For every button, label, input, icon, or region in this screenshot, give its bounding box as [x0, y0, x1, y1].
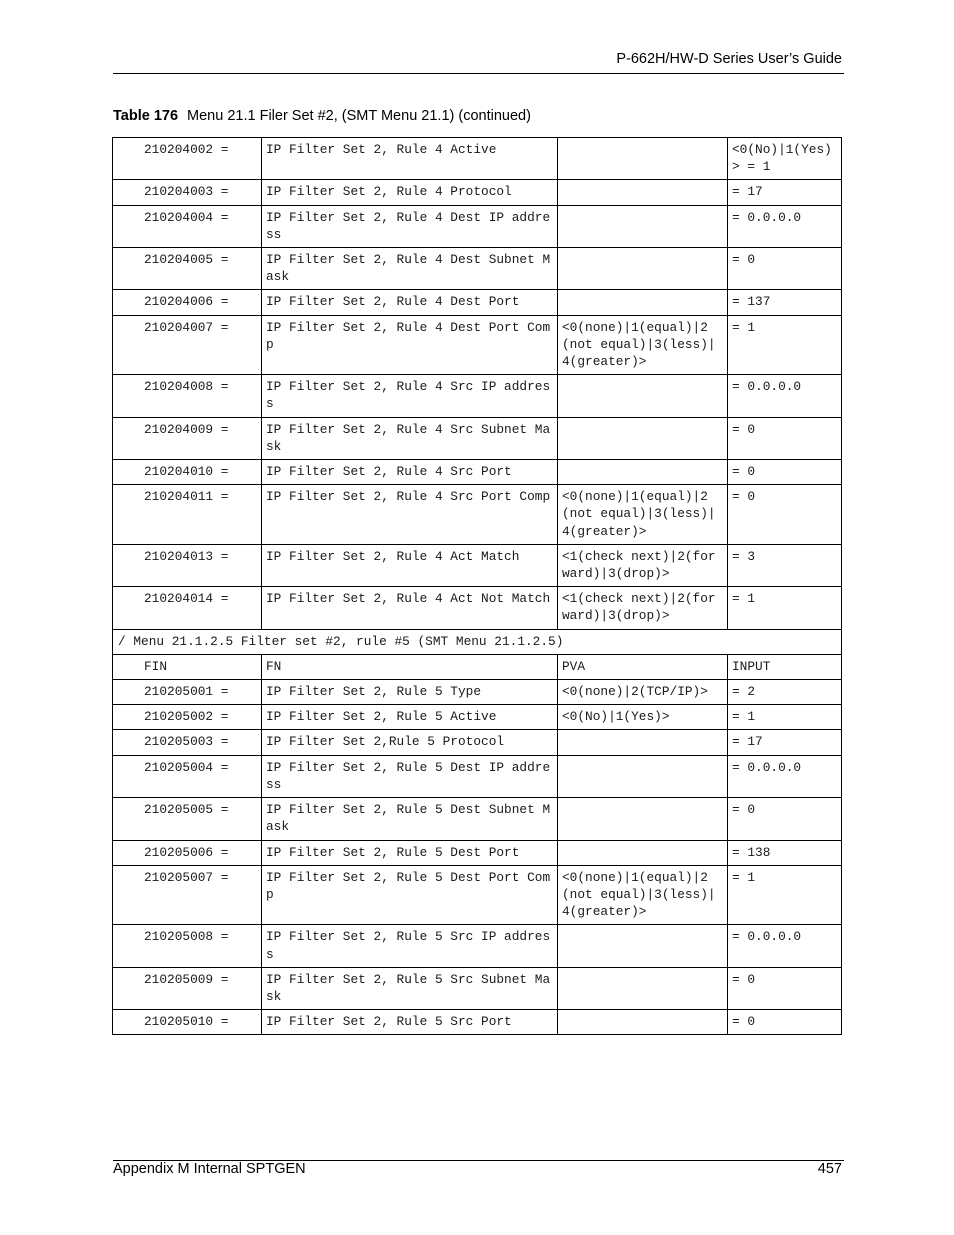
table-row — [113, 1010, 842, 1035]
pva-cell: <1(check next)|2(forward)|3(drop)> — [558, 544, 728, 586]
pva-cell — [558, 798, 728, 840]
input-cell: = 0.0.0.0 — [728, 925, 842, 967]
input-cell: = 138 — [728, 840, 842, 865]
input-cell: = 17 — [728, 730, 842, 755]
fn-cell: IP Filter Set 2, Rule 4 Act Match — [262, 544, 558, 586]
sptgen-table — [112, 137, 842, 1035]
fin-cell: 210204009 = — [113, 417, 262, 459]
fin-cell: 210204002 = — [113, 138, 262, 180]
fn-cell: IP Filter Set 2, Rule 5 Dest IP address — [262, 755, 558, 797]
fin-cell: 210204003 = — [113, 180, 262, 205]
pva-cell: <0(No)|1(Yes)> — [558, 705, 728, 730]
input-cell: INPUT — [728, 654, 842, 679]
fin-cell: 210205008 = — [113, 925, 262, 967]
table-row — [113, 705, 842, 730]
table-row — [113, 840, 842, 865]
fin-cell: 210204013 = — [113, 544, 262, 586]
fin-cell: 210204005 = — [113, 248, 262, 290]
input-cell: = 0 — [728, 1010, 842, 1035]
table-row — [113, 925, 842, 967]
fn-cell: IP Filter Set 2, Rule 4 Dest Port Comp — [262, 315, 558, 375]
pva-cell — [558, 417, 728, 459]
input-cell: = 3 — [728, 544, 842, 586]
fn-cell: IP Filter Set 2, Rule 5 Src Port — [262, 1010, 558, 1035]
fn-cell: IP Filter Set 2, Rule 4 Src IP address — [262, 375, 558, 417]
fin-cell: 210204011 = — [113, 485, 262, 545]
section-heading-cell: / Menu 21.1.2.5 Filter set #2, rule #5 (SMT Menu 21.1.2.5) — [113, 629, 842, 654]
pva-cell: <0(none)|1(equal)|2(not equal)|3(less)|4(greater)> — [558, 315, 728, 375]
table-row — [113, 315, 842, 375]
input-cell: = 0 — [728, 967, 842, 1009]
pva-cell — [558, 840, 728, 865]
sptgen-table-body — [113, 138, 842, 1035]
fin-cell: 210205006 = — [113, 840, 262, 865]
input-cell: = 1 — [728, 865, 842, 925]
pva-cell — [558, 460, 728, 485]
header-divider — [113, 73, 844, 74]
table-caption-label: Table 176 — [113, 108, 179, 124]
pva-cell — [558, 375, 728, 417]
input-cell: = 1 — [728, 315, 842, 375]
fin-cell: 210205002 = — [113, 705, 262, 730]
fin-cell: 210204006 = — [113, 290, 262, 315]
table-row — [113, 967, 842, 1009]
fin-cell: 210204008 = — [113, 375, 262, 417]
fn-cell: IP Filter Set 2, Rule 4 Active — [262, 138, 558, 180]
fin-cell: 210204014 = — [113, 587, 262, 629]
page-number: 457 — [817, 1161, 842, 1177]
pva-cell: PVA — [558, 654, 728, 679]
pva-cell — [558, 138, 728, 180]
input-cell: = 0.0.0.0 — [728, 375, 842, 417]
fn-cell: IP Filter Set 2, Rule 4 Dest Port — [262, 290, 558, 315]
pva-cell — [558, 290, 728, 315]
fin-cell: 210205007 = — [113, 865, 262, 925]
pva-cell — [558, 755, 728, 797]
input-cell: = 0 — [728, 460, 842, 485]
fin-cell: 210205001 = — [113, 680, 262, 705]
table-row — [113, 755, 842, 797]
input-cell: = 0 — [728, 417, 842, 459]
input-cell: = 17 — [728, 180, 842, 205]
fn-cell: IP Filter Set 2, Rule 4 Src Subnet Mask — [262, 417, 558, 459]
table-row — [113, 417, 842, 459]
table-row — [113, 544, 842, 586]
table-row — [113, 205, 842, 247]
running-header-title: P-662H/HW-D Series User’s Guide — [616, 51, 842, 67]
input-cell: = 0 — [728, 248, 842, 290]
fn-cell: FN — [262, 654, 558, 679]
table-row — [113, 485, 842, 545]
table-row — [113, 587, 842, 629]
pva-cell — [558, 248, 728, 290]
fn-cell: IP Filter Set 2, Rule 5 Dest Subnet Mask — [262, 798, 558, 840]
pva-cell: <0(none)|2(TCP/IP)> — [558, 680, 728, 705]
table-row — [113, 138, 842, 180]
table-row — [113, 248, 842, 290]
table-row — [113, 654, 842, 679]
table-caption-text: Menu 21.1 Filer Set #2, (SMT Menu 21.1) (continued) — [187, 108, 531, 124]
input-cell: = 0.0.0.0 — [728, 755, 842, 797]
pva-cell: <0(none)|1(equal)|2(not equal)|3(less)|4(greater)> — [558, 865, 728, 925]
pva-cell: <0(none)|1(equal)|2(not equal)|3(less)|4(greater)> — [558, 485, 728, 545]
input-cell: = 137 — [728, 290, 842, 315]
pva-cell — [558, 1010, 728, 1035]
fin-cell: 210204004 = — [113, 205, 262, 247]
table-row — [113, 460, 842, 485]
input-cell: = 1 — [728, 705, 842, 730]
table-caption — [113, 108, 531, 124]
input-cell: = 0 — [728, 798, 842, 840]
pva-cell — [558, 925, 728, 967]
footer-section-title: Appendix M Internal SPTGEN — [113, 1161, 306, 1177]
fin-cell: 210205005 = — [113, 798, 262, 840]
fn-cell: IP Filter Set 2, Rule 4 Dest Subnet Mask — [262, 248, 558, 290]
pva-cell — [558, 730, 728, 755]
fn-cell: IP Filter Set 2, Rule 5 Active — [262, 705, 558, 730]
input-cell: = 0 — [728, 485, 842, 545]
table-row — [113, 180, 842, 205]
table-row — [113, 730, 842, 755]
table-row — [113, 375, 842, 417]
fn-cell: IP Filter Set 2, Rule 4 Src Port Comp — [262, 485, 558, 545]
input-cell: <0(No)|1(Yes)> = 1 — [728, 138, 842, 180]
table-row — [113, 680, 842, 705]
input-cell: = 1 — [728, 587, 842, 629]
fin-cell: 210205003 = — [113, 730, 262, 755]
pva-cell — [558, 180, 728, 205]
fn-cell: IP Filter Set 2, Rule 5 Src Subnet Mask — [262, 967, 558, 1009]
fn-cell: IP Filter Set 2, Rule 5 Dest Port — [262, 840, 558, 865]
fin-cell: 210204010 = — [113, 460, 262, 485]
fn-cell: IP Filter Set 2, Rule 4 Act Not Match — [262, 587, 558, 629]
pva-cell — [558, 205, 728, 247]
fn-cell: IP Filter Set 2, Rule 5 Src IP address — [262, 925, 558, 967]
section-row — [113, 629, 842, 654]
pva-cell — [558, 967, 728, 1009]
input-cell: = 0.0.0.0 — [728, 205, 842, 247]
fin-cell: 210204007 = — [113, 315, 262, 375]
fn-cell: IP Filter Set 2, Rule 4 Protocol — [262, 180, 558, 205]
fn-cell: IP Filter Set 2, Rule 5 Dest Port Comp — [262, 865, 558, 925]
table-row — [113, 798, 842, 840]
fn-cell: IP Filter Set 2,Rule 5 Protocol — [262, 730, 558, 755]
fn-cell: IP Filter Set 2, Rule 4 Dest IP address — [262, 205, 558, 247]
input-cell: = 2 — [728, 680, 842, 705]
table-row — [113, 290, 842, 315]
fin-cell: 210205004 = — [113, 755, 262, 797]
fin-cell: 210205010 = — [113, 1010, 262, 1035]
fn-cell: IP Filter Set 2, Rule 4 Src Port — [262, 460, 558, 485]
table-row — [113, 865, 842, 925]
pva-cell: <1(check next)|2(forward)|3(drop)> — [558, 587, 728, 629]
fin-cell: 210205009 = — [113, 967, 262, 1009]
fin-cell: FIN — [113, 654, 262, 679]
fn-cell: IP Filter Set 2, Rule 5 Type — [262, 680, 558, 705]
